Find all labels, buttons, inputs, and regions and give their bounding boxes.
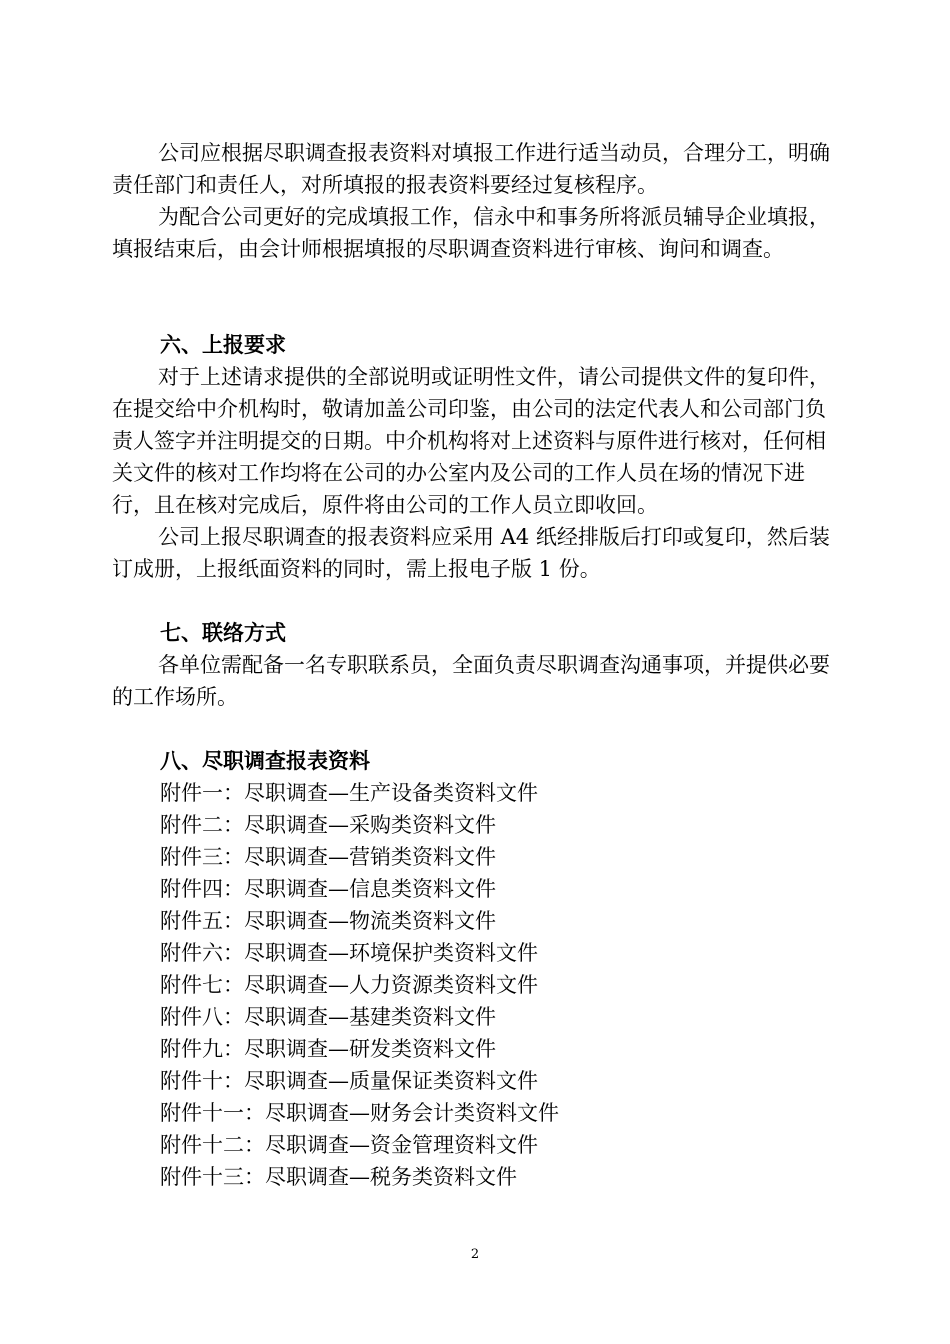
attachment-list-item: 附件十三：尽职调查—税务类资料文件 — [160, 1165, 517, 1189]
attachment-list-item: 附件八：尽职调查—基建类资料文件 — [160, 1005, 496, 1029]
attachment-list-item: 附件七：尽职调查—人力资源类资料文件 — [160, 973, 538, 997]
attachment-list-item: 附件二：尽职调查—采购类资料文件 — [160, 813, 496, 837]
section-heading-reporting-requirements: 六、上报要求 — [160, 332, 286, 357]
paragraph-report-format: 公司上报尽职调查的报表资料应采用 A4 纸经排版后打印或复印，然后装订成册，上报纸面资料的同时，需上报电子版 1 份。 — [112, 525, 830, 581]
attachment-list-item: 附件四：尽职调查—信息类资料文件 — [160, 877, 496, 901]
section-heading-report-materials: 八、尽职调查报表资料 — [160, 748, 370, 773]
paragraph-contact-person: 各单位需配备一名专职联系员，全面负责尽职调查沟通事项，并提供必要的工作场所。 — [112, 653, 830, 709]
paragraph-document-copies: 对于上述请求提供的全部说明或证明性文件，请公司提供文件的复印件，在提交给中介机构时，敬请加盖公司印鉴，由公司的法定代表人和公司部门负责人签字并注明提交的日期。中介机构将对上述资料与原件进行核对，任何相关文件的核对工作均将在公司的办公室内及公司的工作人员在场的情况下进行，且在核对完成后，原件将由公司的工作人员立即收回。 — [112, 365, 830, 517]
attachment-list-item: 附件三：尽职调查—营销类资料文件 — [160, 845, 496, 869]
attachment-list-item: 附件一：尽职调查—生产设备类资料文件 — [160, 781, 538, 805]
attachment-list-item: 附件十二：尽职调查—资金管理资料文件 — [160, 1133, 538, 1157]
section-heading-contact-method: 七、联络方式 — [160, 620, 286, 645]
attachment-list-item: 附件九：尽职调查—研发类资料文件 — [160, 1037, 496, 1061]
attachment-list-item: 附件五：尽职调查—物流类资料文件 — [160, 909, 496, 933]
attachment-list-item: 附件十一：尽职调查—财务会计类资料文件 — [160, 1101, 559, 1125]
paragraph-filing-assistance: 为配合公司更好的完成填报工作，信永中和事务所将派员辅导企业填报，填报结束后，由会计师根据填报的尽职调查资料进行审核、询问和调查。 — [112, 205, 830, 261]
attachment-list-item: 附件十：尽职调查—质量保证类资料文件 — [160, 1069, 538, 1093]
attachment-list-item: 附件六：尽职调查—环境保护类资料文件 — [160, 941, 538, 965]
page-number: 2 — [470, 1247, 480, 1262]
paragraph-filing-mobilization: 公司应根据尽职调查报表资料对填报工作进行适当动员，合理分工，明确责任部门和责任人，对所填报的报表资料要经过复核程序。 — [112, 141, 830, 197]
